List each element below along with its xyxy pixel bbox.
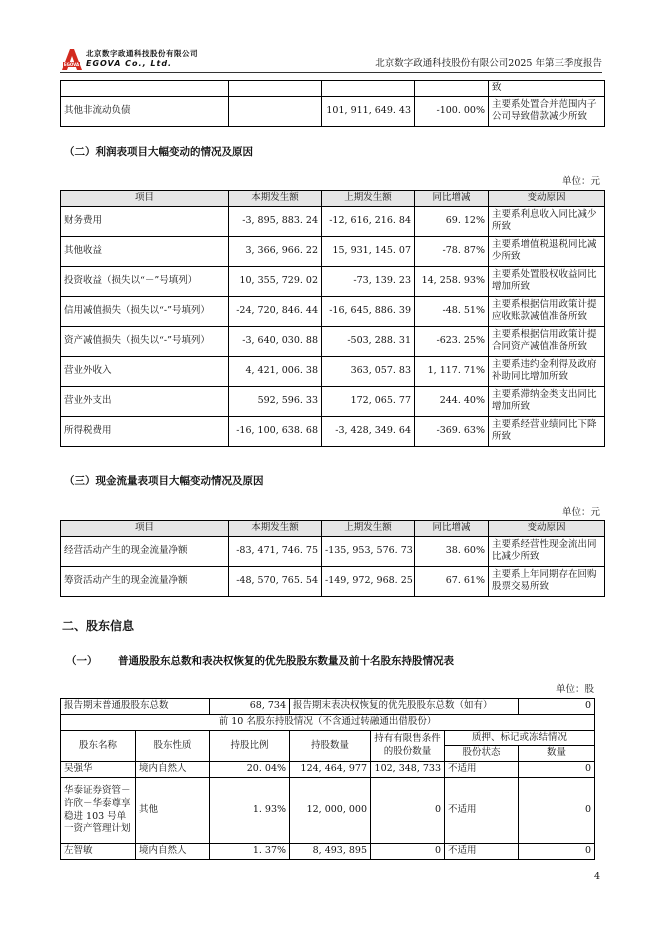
table-row: 左智敏 境内自然人 1. 37% 8, 493, 895 0 不适用 0 [61,844,595,860]
shareholder-subheading: 普通股股东总数和表决权恢复的优先股股东数量及前十名股东持股情况表 [118,655,454,667]
current-cell [229,96,322,126]
col-header-status: 股份状态 [445,746,519,762]
page-header [60,47,602,73]
shareholder-subheading-num: （一） [66,655,98,667]
shareholder-unit: 单位：股 [556,684,595,695]
egova-logo-icon [60,47,84,71]
report-title: 北京数字政通科技股份有限公司2025 年第三季度报告 [375,58,602,69]
table-row: 财务费用 -3, 895, 883. 24 -12, 616, 216. 84 69. 12% 主要系利息收入同比减少所致 [61,206,605,236]
balance-sheet-tail-table [60,80,605,127]
col-header-previous: 上期发生额 [322,521,415,537]
svg-text:EGOVA: EGOVA [63,62,80,68]
table-row: 资产减值损失（损失以“-”号填列） -3, 640, 030. 88 -503, 288. 31 -623. 25% 主要系根据信用政策计提合同资产减值准备所致 [61,326,605,356]
col-header-change: 同比增减 [415,191,489,207]
col-header-item: 项目 [61,191,229,207]
total-shareholders-value: 68, 734 [210,699,290,715]
col-header-item: 项目 [61,521,229,537]
pref-shareholders-value: 0 [519,699,595,715]
logo-cn-text: 北京数字政通科技股份有限公司 [86,49,198,58]
logo-en-text: EGOVA Co., Ltd. [86,59,173,68]
cashflow-section-title: （三）现金流量表项目大幅变动情况及原因 [64,475,264,487]
col-header-reason: 变动原因 [489,191,605,207]
col-header-change: 同比增减 [415,521,489,537]
table-row: 营业外支出 592, 596. 33 172, 065. 77 244. 40% 主要系滞纳金类支出同比增加所致 [61,386,605,416]
col-header-restricted: 持有有限售条件的股份数量 [371,730,445,762]
shareholder-heading: 二、股东信息 [62,619,135,633]
shareholder-table [60,698,595,860]
company-logo [60,47,200,71]
col-header-previous: 上期发生额 [322,191,415,207]
table-row: 营业外收入 4, 421, 006. 38 363, 057. 83 1, 117. 71% 主要系违约金利得及政府补助同比增加所致 [61,356,605,386]
table-row [61,96,605,126]
table-row: 信用减值损失（损失以“-”号填列） -24, 720, 846. 44 -16, 645, 886. 39 -48. 51% 主要系根据信用政策计提应收账款减值准备所致 [61,296,605,326]
income-section-title: （二）利润表项目大幅变动的情况及原因 [64,146,253,158]
table-header-row [61,191,605,207]
page-number: 4 [593,871,600,882]
table-row: 华泰证券资管－许欣－华泰尊享稳进 103 号单一资产管理计划 其他 1. 93% 12, 000, 000 0 不适用 0 [61,778,595,844]
col-header-pledge: 质押、标记或冻结情况 [445,730,595,746]
col-header-reason: 变动原因 [489,521,605,537]
table-row: 其他收益 3, 366, 966. 22 15, 931, 145. 07 -78. 87% 主要系增值税退税同比减少所致 [61,236,605,266]
table-row: 筹资活动产生的现金流量净额 -48, 570, 765. 54 -149, 972, 968. 25 67. 61% 主要系上年同期存在回购股票交易所致 [61,566,605,596]
col-header-nature: 股东性质 [136,730,210,762]
table-row: 经营活动产生的现金流量净额 -83, 471, 746. 75 -135, 953, 576. 73 38. 60% 主要系经营性现金流出同比减少所致 [61,536,605,566]
table-row: 所得税费用 -16, 100, 638. 68 -3, 428, 349. 64 -369. 63% 主要系经营业绩同比下降所致 [61,416,605,446]
income-unit: 单位：元 [562,176,601,187]
section-caption-row [61,714,595,730]
table-row: 投资收益（损失以“－”号填列） 10, 355, 729. 02 -73, 139. 23 14, 258. 93% 主要系处置股权收益同比增加所致 [61,266,605,296]
reason-cell: 主要系处置合并范围内子公司导致借款减少所致 [489,96,605,126]
income-change-table [60,190,605,447]
total-shareholders-label: 报告期末普通股股东总数 [61,699,210,715]
cashflow-change-table [60,520,605,597]
table-row [61,81,605,97]
cashflow-unit: 单位：元 [562,507,601,518]
col-header-amount: 数量 [519,746,595,762]
previous-cell: 101, 911, 649. 43 [322,96,415,126]
table-header-row [61,730,595,746]
table-row: 吴强华 境内自然人 20. 04% 124, 464, 977 102, 348, 733 不适用 0 [61,762,595,778]
summary-row [61,699,595,715]
table-header-row [61,521,605,537]
col-header-current: 本期发生额 [229,521,322,537]
reason-cell: 致 [489,81,605,97]
top10-caption: 前 10 名股东持股情况（不含通过转融通出借股份） [61,714,595,730]
pref-shareholders-label: 报告期末表决权恢复的优先股股东总数（如有） [290,699,519,715]
col-header-qty: 持股数量 [290,730,371,762]
change-cell: -100. 00% [415,96,489,126]
col-header-ratio: 持股比例 [210,730,290,762]
col-header-current: 本期发生额 [229,191,322,207]
col-header-name: 股东名称 [61,730,136,762]
item-cell: 其他非流动负债 [61,96,229,126]
